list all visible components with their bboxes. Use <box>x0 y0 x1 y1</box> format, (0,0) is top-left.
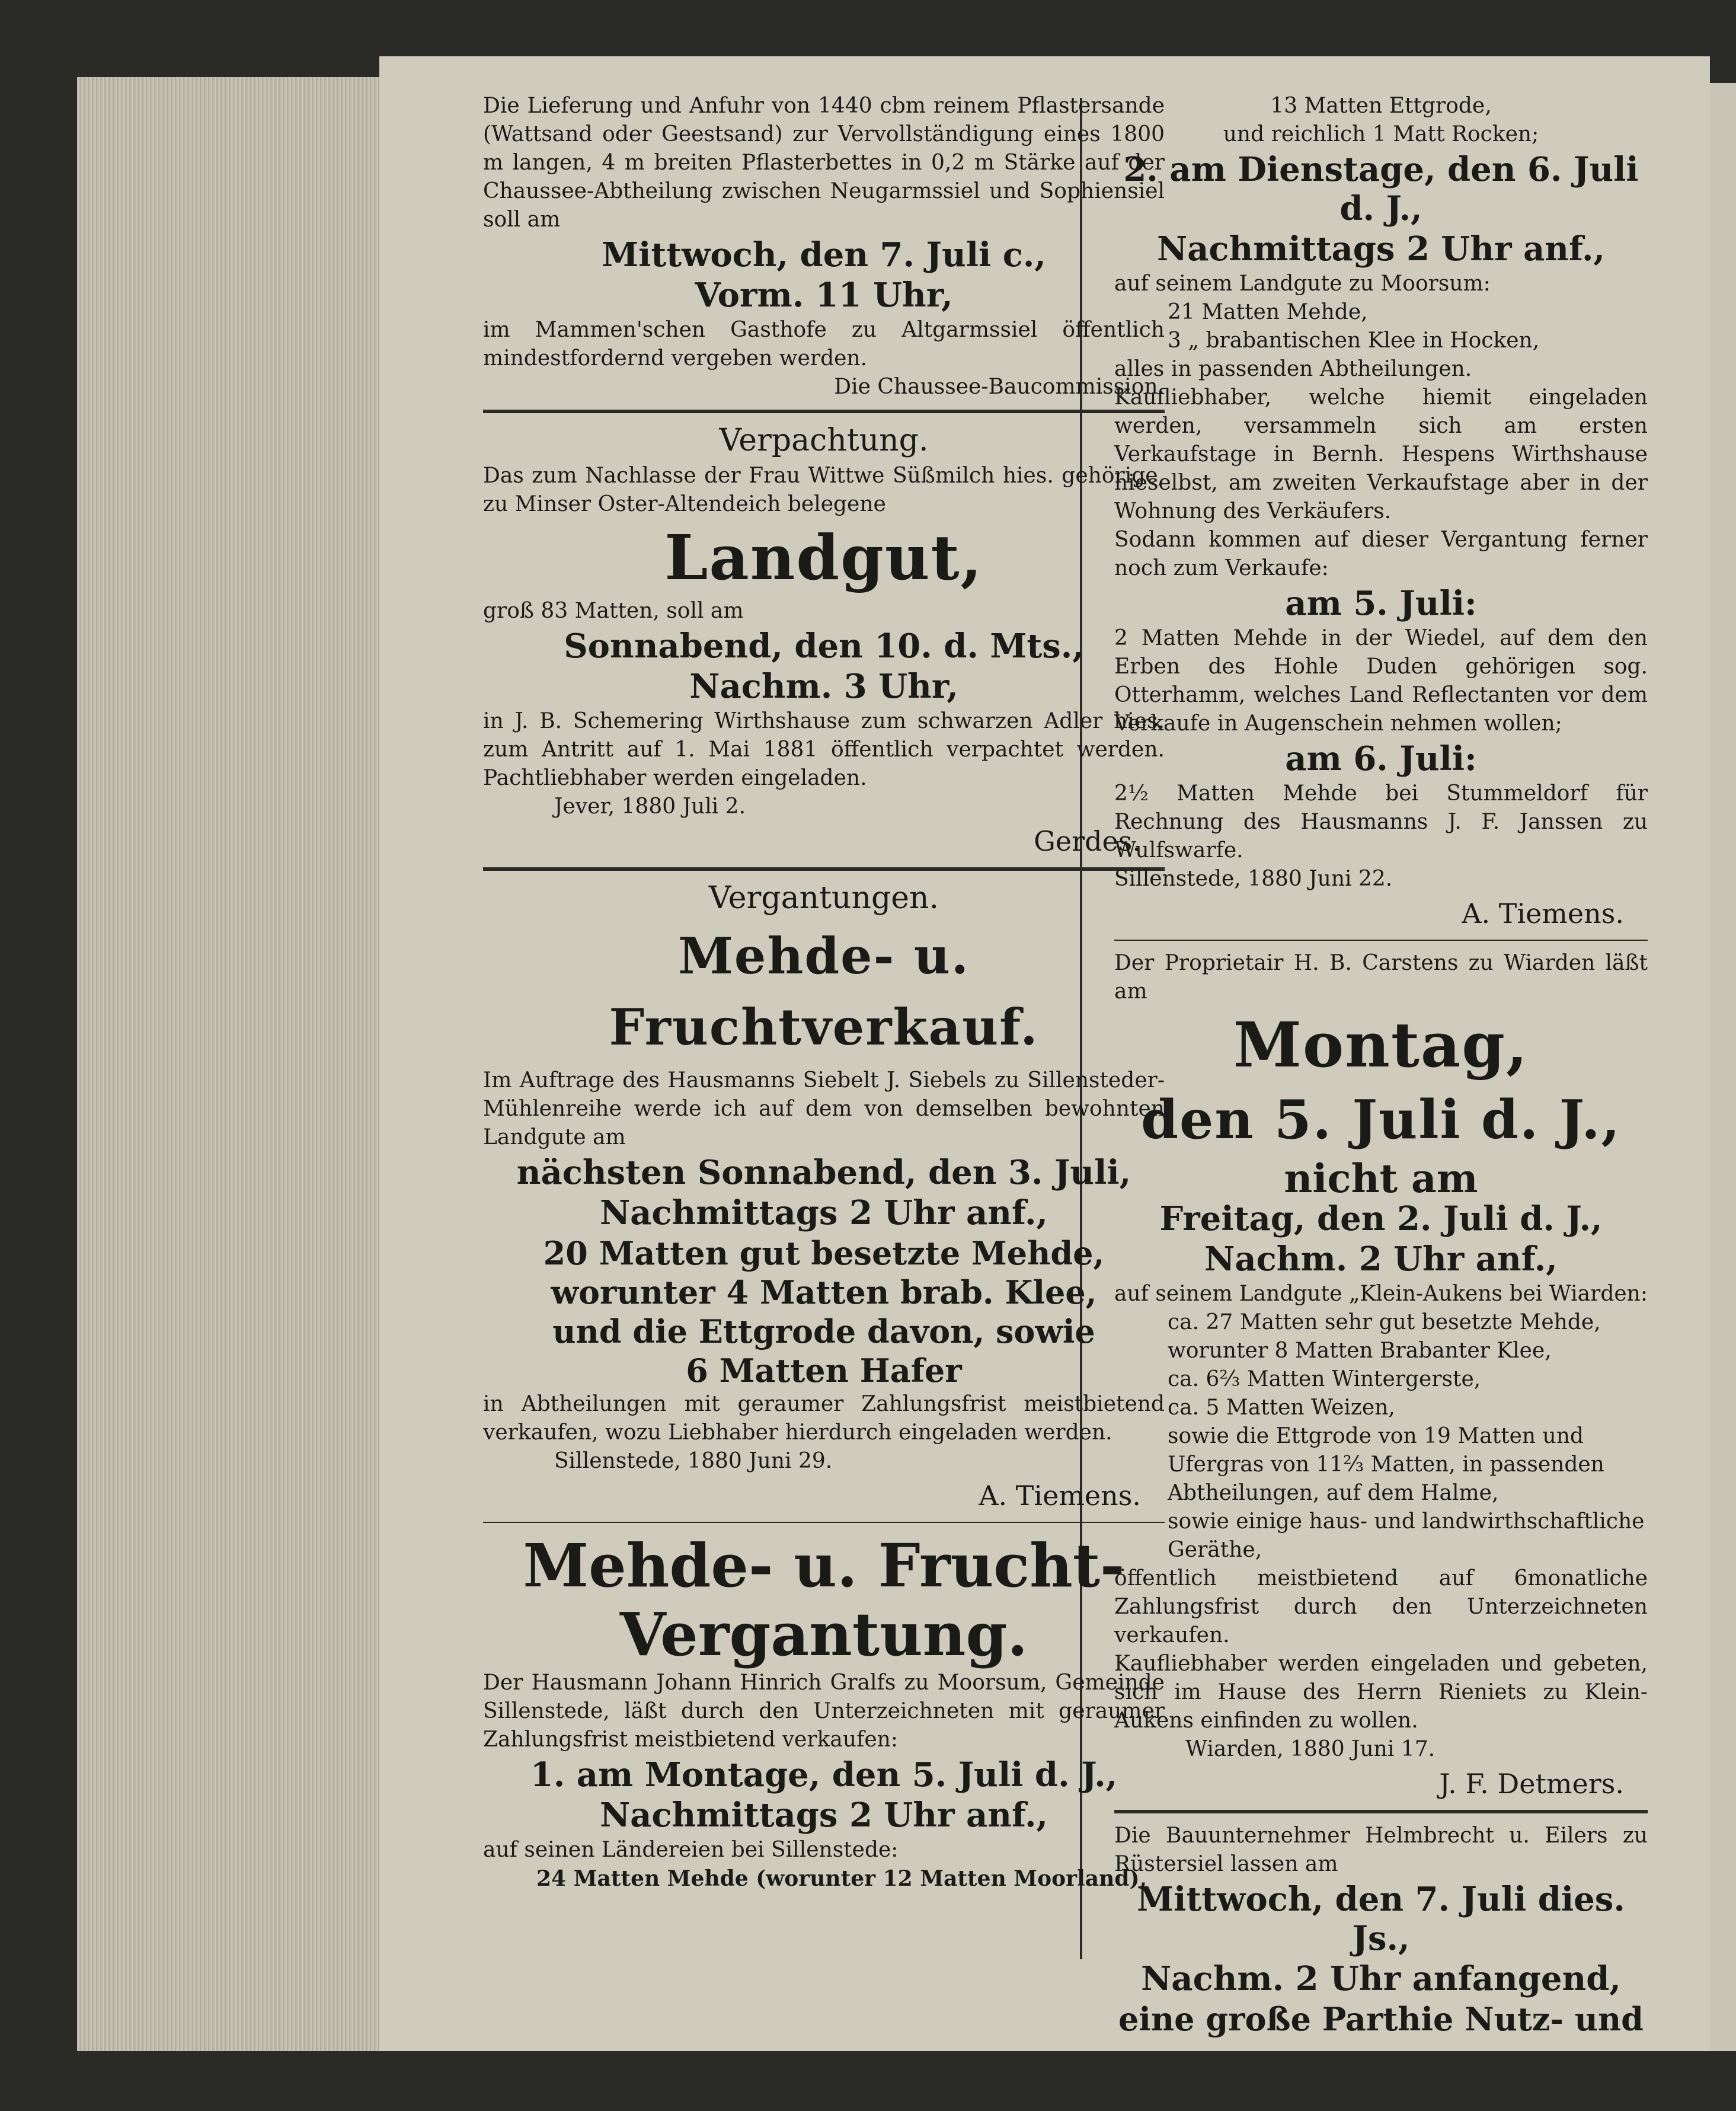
ad-signature: Gerdes. <box>1034 825 1141 857</box>
divider <box>483 1522 1165 1523</box>
ad-place-date: Sillenstede, 1880 Juni 22. <box>1114 867 1393 891</box>
ad-text: Die Bauunternehmer Helmbrecht u. Eilers zu Rüstersiel lassen am <box>1114 1823 1648 1876</box>
ad-pflastersand <box>483 92 1165 401</box>
book-page-edges <box>77 77 379 2051</box>
ad-text: 13 Matten Ettgrode, <box>1270 94 1492 118</box>
ad-text: Kaufliebhaber werden eingeladen und gebeten, sich im Hause des Herrn Rieniets zu Klein-Aukens einfinden zu wollen. <box>1114 1652 1648 1733</box>
ad-bold-line: eine große Parthie Nutz- und <box>1118 2000 1644 2038</box>
ad-signature: A. Tiemens. <box>1462 898 1624 930</box>
ad-text: und reichlich 1 Matt Rocken; <box>1223 122 1539 146</box>
ad-item: ca. 27 Matten sehr gut besetzte Mehde, worunter 8 Matten Brabanter Klee, <box>1168 1310 1601 1363</box>
ad-bold-line: 20 Matten gut besetzte Mehde, <box>543 1234 1105 1272</box>
ad-text: Im Auftrage des Hausmanns Siebelt J. Siebels zu Sillensteder-Mühlenreihe werde ich auf dem von demselben bewohnten Landgute am <box>483 1068 1165 1149</box>
ad-text: Die Lieferung und Anfuhr von 1440 cbm reinem Pflastersande (Wattsand oder Geestsand) zur Vervollständigung eines 1800 m langen, 4 m breiten Pflasterbettes in 0,2 m Stärke auf der Chaussee-Abtheilung zwischen Neugarmssiel und Sophiensiel soll am <box>483 94 1165 232</box>
ad-date: am 6. Juli: <box>1285 739 1477 778</box>
ad-date: nächsten Sonnabend, den 3. Juli, <box>516 1153 1131 1192</box>
next-page-edge <box>1710 83 1736 2051</box>
divider <box>483 867 1165 871</box>
ad-heading: Verpachtung. <box>719 423 929 458</box>
ad-signature: Die Chaussee-Baucommission. <box>834 375 1165 399</box>
ad-continuation <box>1114 92 1648 931</box>
ad-heading: Vergantungen. <box>708 880 939 916</box>
ad-bold-line: worunter 4 Matten brab. Klee, <box>551 1273 1097 1311</box>
divider <box>483 410 1165 413</box>
ad-place-date: Wiarden, 1880 Juni 17. <box>1185 1737 1436 1761</box>
ad-title: den 5. Juli d. J., <box>1141 1088 1621 1151</box>
ad-text: öffentlich meistbietend auf 6monatliche Zahlungsfrist durch den Unterzeichneten verkaufen. <box>1114 1566 1648 1647</box>
ad-text: 2½ Matten Mehde bei Stummeldorf für Rechnung des Hausmanns J. F. Janssen zu Wulfswarfe. <box>1114 781 1648 863</box>
ad-text: in J. B. Schemering Wirthshause zum schwarzen Adler hies. zum Antritt auf 1. Mai 1881 öffentlich verpachtet werden. Pachtliebhaber werden eingeladen. <box>483 709 1165 790</box>
ad-text: Der Proprietair H. B. Carstens zu Wiarden läßt am <box>1114 951 1648 1004</box>
ad-date: Mittwoch, den 7. Juli dies. Js., <box>1137 1880 1625 1958</box>
ad-text: auf seinem Landgute „Klein-Aukens bei Wiarden: <box>1114 1282 1648 1306</box>
ad-helmbrecht-eilers <box>1114 1822 1648 2039</box>
newspaper-page <box>379 56 1710 2051</box>
ad-place-date: Sillenstede, 1880 Juni 29. <box>554 1449 833 1473</box>
ad-text: Das zum Nachlasse der Frau Wittwe Süßmilch hies. gehörige, zu Minser Oster-Altendeich belegene <box>483 464 1165 516</box>
ad-item: 24 Matten Mehde (worunter 12 Matten Moorland), <box>536 1866 1147 1891</box>
ad-text: auf seinem Landgute zu Moorsum: <box>1114 272 1491 296</box>
ad-date: Mittwoch, den 7. Juli c., <box>602 235 1046 274</box>
ad-text: Kaufliebhaber, welche hiemit eingeladen werden, versammeln sich am ersten Verkaufstage in Bernh. Hespens Wirthshause hieselbst, am zweiten Verkaufstage aber in der Wohnung des Verkäufers. <box>1114 385 1648 523</box>
ad-place-date: Jever, 1880 Juli 2. <box>554 794 746 819</box>
ad-text: groß 83 Matten, soll am <box>483 599 744 623</box>
ad-date: 2. am Dienstage, den 6. Juli d. J., <box>1123 150 1639 228</box>
ad-item: 21 Matten Mehde, <box>1168 300 1368 324</box>
ad-date: Sonnabend, den 10. d. Mts., <box>564 627 1084 666</box>
ad-bold-line: und die Ettgrode davon, sowie <box>552 1312 1095 1350</box>
ad-item: ca. 6⅔ Matten Wintergerste, <box>1168 1367 1481 1391</box>
ad-mehde-fruchtvergantung <box>483 1531 1165 1893</box>
divider <box>1114 940 1648 941</box>
divider <box>1114 1810 1648 1813</box>
left-column <box>483 92 1165 1893</box>
ad-item: 3 „ brabantischen Klee in Hocken, <box>1168 328 1540 353</box>
ad-time: Nachmittags 2 Uhr anf., <box>599 1193 1048 1232</box>
ad-verpachtung <box>483 421 1165 859</box>
ad-bold-line: 6 Matten Hafer <box>686 1352 962 1390</box>
ad-mehde-fruchtverkauf <box>483 879 1165 1513</box>
ad-title: Montag, <box>1233 1008 1529 1081</box>
ad-title: Vergantung. <box>619 1599 1028 1669</box>
ad-date: 1. am Montage, den 5. Juli d. J., <box>530 1755 1118 1794</box>
ad-time: Nachm. 2 Uhr anfangend, <box>1141 1959 1621 1998</box>
ad-text: in Abtheilungen mit geraumer Zahlungsfrist meistbietend verkaufen, wozu Liebhaber hierdurch eingeladen werden. <box>483 1392 1165 1445</box>
ad-time: Nachm. 3 Uhr, <box>689 667 958 706</box>
ad-text: Sodann kommen auf dieser Vergantung ferner noch zum Verkaufe: <box>1114 528 1648 580</box>
ad-date: am 5. Juli: <box>1285 584 1477 623</box>
ad-time: Nachmittags 2 Uhr anf., <box>1156 229 1606 269</box>
ad-carstens <box>1114 949 1648 1802</box>
ad-text: im Mammen'schen Gasthofe zu Altgarmssiel öffentlich mindestfordernd vergeben werden. <box>483 318 1165 371</box>
ad-time: Vorm. 11 Uhr, <box>695 276 953 315</box>
ad-item: sowie einige haus- und landwirthschaftliche Geräthe, <box>1168 1509 1645 1562</box>
ad-text: alles in passenden Abtheilungen. <box>1114 357 1472 381</box>
ad-item: sowie die Ettgrode von 19 Matten und Ufergras von 11⅔ Matten, in passenden Abtheilungen, auf dem Halme, <box>1168 1424 1604 1505</box>
ad-title: Mehde- u. Fruchtverkauf. <box>609 927 1039 1056</box>
ad-item: ca. 5 Matten Weizen, <box>1168 1395 1395 1420</box>
ad-text: 2 Matten Mehde in der Wiedel, auf dem den Erben des Hohle Duden gehörigen sog. Otterhamm, welches Land Reflectanten vor dem Verkaufe in Augenschein nehmen wollen; <box>1114 626 1648 736</box>
ad-text: Der Hausmann Johann Hinrich Gralfs zu Moorsum, Gemeinde Sillenstede, läßt durch den Unterzeichneten mit geraumer Zahlungsfrist meistbietend verkaufen: <box>483 1671 1165 1752</box>
ad-time: Nachmittags 2 Uhr anf., <box>599 1796 1048 1835</box>
ad-title: Mehde- u. Frucht- <box>523 1531 1125 1601</box>
ad-signature: A. Tiemens. <box>979 1480 1141 1512</box>
ad-date: Freitag, den 2. Juli d. J., <box>1159 1199 1603 1238</box>
right-column <box>1114 92 1648 2039</box>
ad-text: auf seinen Ländereien bei Sillenstede: <box>483 1838 899 1862</box>
ad-signature: J. F. Detmers. <box>1439 1768 1624 1800</box>
ad-title: nicht am <box>1284 1155 1478 1202</box>
ad-title: Landgut, <box>664 521 983 594</box>
ad-time: Nachm. 2 Uhr anf., <box>1204 1240 1558 1279</box>
